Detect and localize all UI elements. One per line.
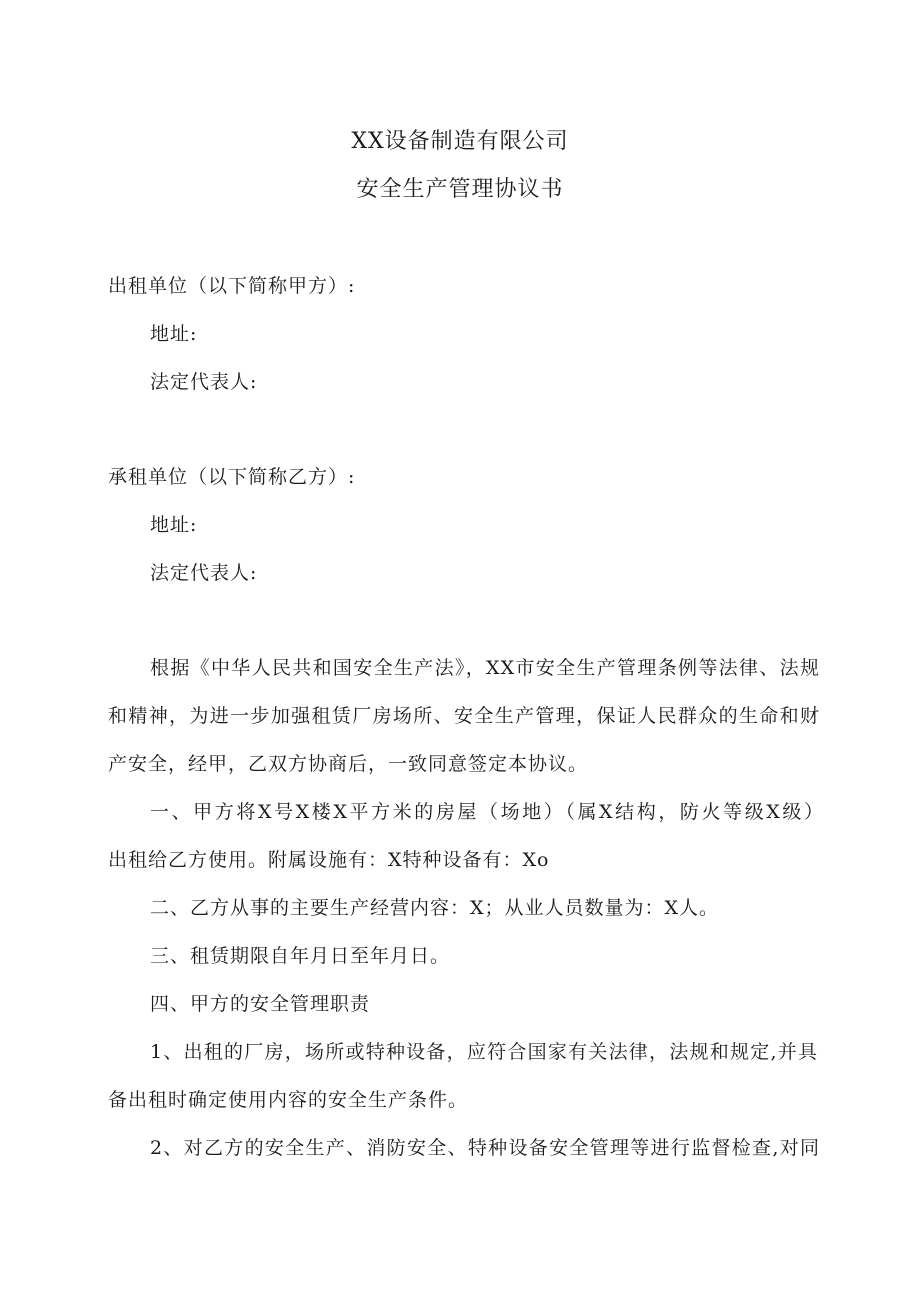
intro-paragraph-line-3: 产安全，经甲，乙双方协商后，一致同意签定本协议。 (108, 753, 589, 775)
company-name: XX设备制造有限公司 (351, 129, 569, 154)
item-2-line-1: 2、对乙方的安全生产、消防安全、特种设备安全管理等进行监督检查,对同 (150, 1137, 820, 1159)
intro-paragraph-line-1: 根据《中华人民共和国安全生产法》，XX市安全生产管理条例等法律、法规 (150, 657, 820, 679)
item-1-line-2: 备出租时确定使用内容的安全生产条件。 (108, 1089, 469, 1111)
party-a-address-label: 地址: (150, 323, 198, 345)
clause-3: 三、租赁期限自年月日至年月日。 (150, 945, 451, 967)
item-1-line-1: 1、出租的厂房，场所或特种设备，应符合国家有关法律，法规和规定,并具 (150, 1041, 818, 1063)
party-b-address-label: 地址: (150, 514, 198, 536)
document-title: 安全生产管理协议书 (356, 177, 564, 202)
clause-4-heading: 四、甲方的安全管理职责 (150, 993, 371, 1015)
party-b-representative-label: 法定代表人: (150, 562, 258, 584)
intro-paragraph-line-2: 和精神，为进一步加强租赁厂房场所、安全生产管理，保证人民群众的生命和财 (108, 705, 820, 727)
party-a-heading: 出租单位（以下简称甲方）: (108, 275, 356, 297)
party-a-representative-label: 法定代表人: (150, 371, 258, 393)
clause-1-line-1: 一、甲方将X号X楼X平方米的房屋（场地）（属X结构，防火等级X级） (150, 801, 824, 823)
clause-1-line-2: 出租给乙方使用。附属设施有：X特种设备有：Xo (108, 849, 550, 871)
party-b-heading: 承租单位（以下简称乙方）: (108, 466, 356, 488)
clause-2: 二、乙方从事的主要生产经营内容：X；从业人员数量为：X人。 (150, 897, 720, 919)
